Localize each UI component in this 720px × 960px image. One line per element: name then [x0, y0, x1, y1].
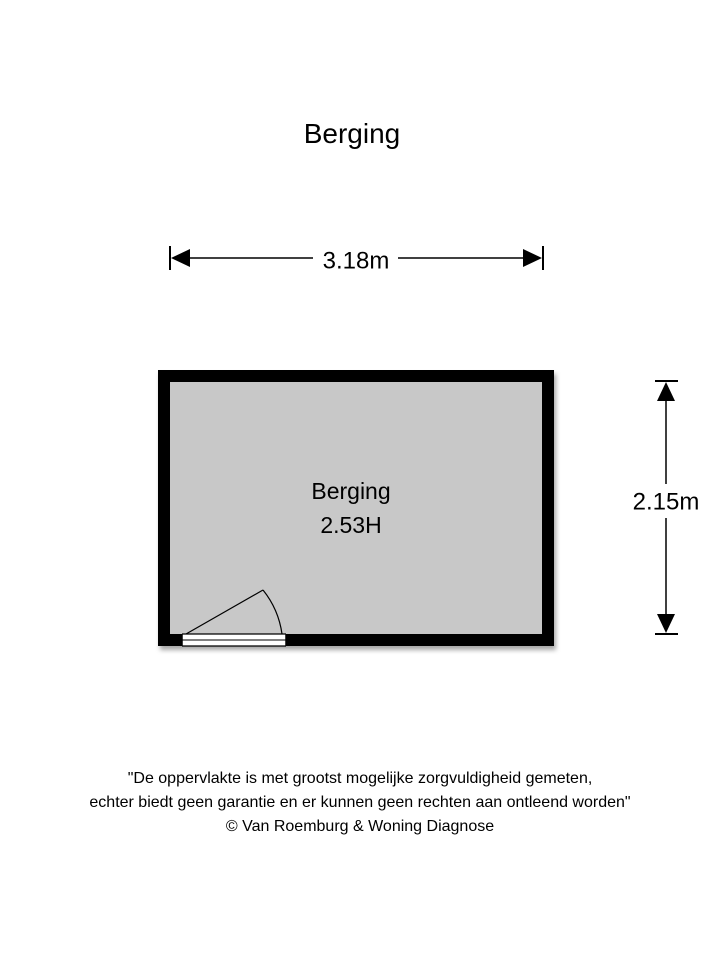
- height-dimension: [633, 381, 700, 634]
- arrow-left-icon: [171, 249, 190, 267]
- disclaimer-line-1: "De oppervlakte is met grootst mogelijke zorgvuldigheid gemeten,: [127, 770, 593, 787]
- disclaimer: [0, 767, 720, 839]
- arrow-down-icon: [657, 614, 675, 633]
- disclaimer-line-2: echter biedt geen garantie en er kunnen geen rechten aan ontleend worden": [89, 794, 631, 811]
- width-dimension: [170, 246, 543, 274]
- arrow-right-icon: [523, 249, 542, 267]
- arrow-up-icon: [657, 382, 675, 401]
- room-floor: [170, 382, 542, 634]
- copyright-line: © Van Roemburg & Woning Diagnose: [225, 818, 495, 835]
- page-title: Berging: [303, 118, 401, 149]
- room-berging: [158, 370, 554, 646]
- width-label: 3.18m: [322, 247, 390, 275]
- room-name: Berging: [311, 478, 391, 505]
- height-label: 2.15m: [632, 488, 700, 516]
- room-ceiling-height: 2.53H: [320, 512, 382, 539]
